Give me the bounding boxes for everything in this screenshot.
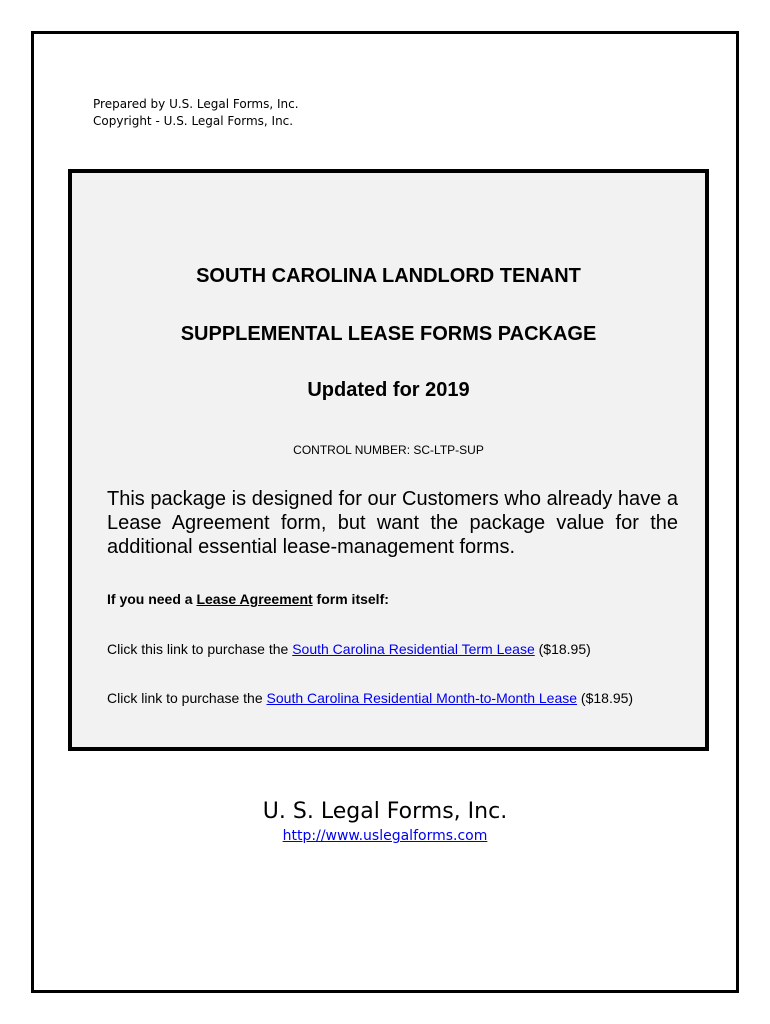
company-name: U. S. Legal Forms, Inc. <box>262 799 508 824</box>
prepared-by-line: Prepared by U.S. Legal Forms, Inc. <box>93 97 299 111</box>
lease-agreement-underlined: Lease Agreement <box>196 591 313 607</box>
cover-box <box>68 169 709 751</box>
control-number: CONTROL NUMBER: SC-LTP-SUP <box>293 443 484 457</box>
title-line-2: SUPPLEMENTAL LEASE FORMS PACKAGE <box>180 323 597 345</box>
month-to-month-link[interactable]: South Carolina Residential Month-to-Month Lease <box>266 690 578 706</box>
term-lease-line <box>107 641 591 657</box>
title-line-1: SOUTH CAROLINA LANDLORD TENANT <box>196 265 581 287</box>
copyright-line: Copyright - U.S. Legal Forms, Inc. <box>93 114 294 128</box>
lease-agreement-prompt <box>107 591 389 607</box>
need-prefix: If you need a <box>107 591 197 607</box>
company-url-line <box>34 828 736 844</box>
page-frame <box>31 31 739 993</box>
month-to-month-prefix: Click link to purchase the <box>107 690 267 706</box>
need-suffix: form itself: <box>312 591 389 607</box>
company-website-link[interactable]: http://www.uslegalforms.com <box>282 828 488 844</box>
updated-heading: Updated for 2019 <box>307 379 470 401</box>
month-to-month-price: ($18.95) <box>577 690 634 706</box>
term-lease-link[interactable]: South Carolina Residential Term Lease <box>292 641 535 657</box>
prepared-by-notice <box>93 96 299 130</box>
term-lease-prefix: Click this link to purchase the <box>107 641 293 657</box>
intro-paragraph: This package is designed for our Customers who already have a Lease Agreement form, but want the package value for the additional essential lease-management forms. <box>107 488 678 558</box>
month-to-month-line <box>107 690 633 706</box>
term-lease-price: ($18.95) <box>534 641 591 657</box>
